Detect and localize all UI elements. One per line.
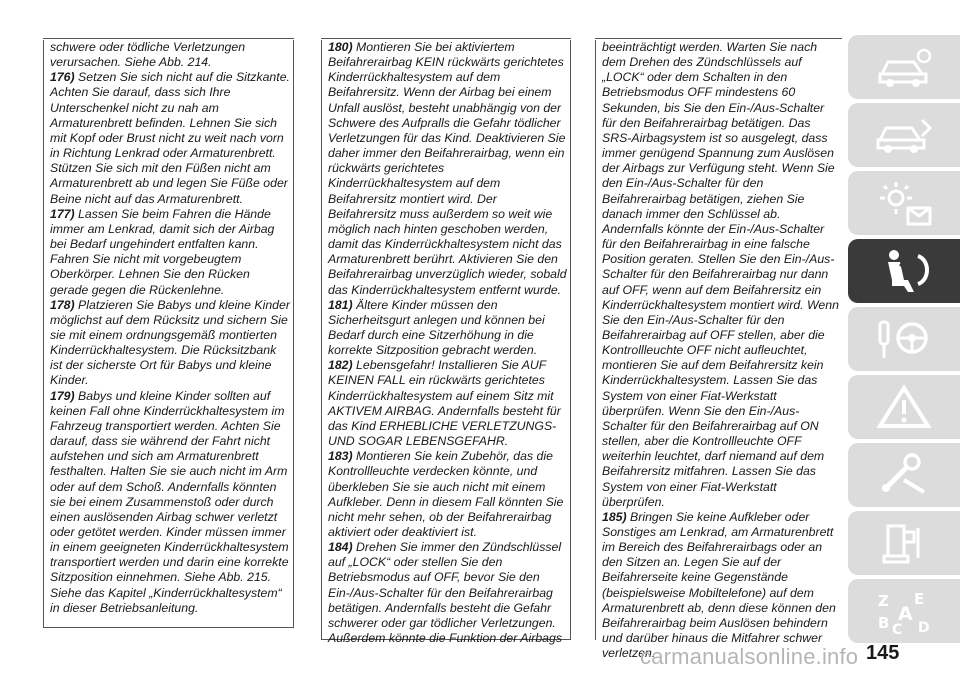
paragraph: 178) Platzieren Sie Babys und kleine Kinder möglichst auf dem Rücksitz und sichern Sie sie mit einem ordnungsgemäß montierten Kinderrückhaltesystem. Die Rücksitzbank ist der sicherste Ort für Babys und kleine Kinder. xyxy=(50,297,290,388)
page-number: 145 xyxy=(866,642,900,664)
car-info-icon[interactable] xyxy=(848,35,960,99)
svg-text:B: B xyxy=(878,614,890,632)
airbag-seat-icon[interactable] xyxy=(848,239,960,303)
top-rule-mid xyxy=(321,38,571,39)
watermark: carmanualsonline.info xyxy=(640,644,859,669)
paragraph: 180) Montieren Sie bei aktiviertem Beifahrerairbag KEIN rückwärts gerichtetes Kinderrückhaltesystem auf dem Beifahrersitz. Wenn der Airbag bei einem Unfall auslöst, besteht unabhängig von der Schwere des Aufpralls die Gefahr tödlicher Verletzungen für das Kind. Deaktivieren Sie daher immer den Beifahrerairbag, wenn ein rückwärts gerichtetes Kinderrückhaltesystem auf dem Beifahrersitz montiert wird. Der Beifahrersitz muss außerdem so weit wie möglich nach hinten geschoben werden, damit das Kinderrückhaltesystem nicht das Armaturenbrett berührt. Aktivieren Sie den Beifahrerairbag unverzüglich wieder, sobald das Kinderrückhaltesystem entfernt wurde. xyxy=(328,40,567,297)
paragraph: 184) Drehen Sie immer den Zündschlüssel auf „LOCK“ oder stellen Sie den Betriebsmodus auf OFF, bevor Sie den Ein-/Aus-Schalter für den Beifahrerairbag betätigen. Andernfalls besteht die Gefahr schwerer oder gar tödlicher Verletzungen. Außerdem könnte die Funktion der Airbags xyxy=(328,540,562,646)
paragraph: 181) Ältere Kinder müssen den Sicherheitsgurt anlegen und können bei Bedarf durch eine Sitzerhöhung in die korrekte Sitzposition gebracht werden. xyxy=(328,297,545,358)
car-controls-icon[interactable] xyxy=(848,103,960,167)
maintenance-icon[interactable] xyxy=(848,443,960,507)
paragraph: 183) Montieren Sie kein Zubehör, das die Kontrollleuchte verdecken könnte, und überkleben Sie sie auch nicht mit einem Aufkleber. Denn in diesem Fall könnten Sie nicht mehr sehen, ob der Beifahrerairbag aktiviert oder deaktiviert ist. xyxy=(328,449,564,539)
paragraph: beeinträchtigt werden. Warten Sie nach dem Drehen des Zündschlüssels auf „LOCK“ oder dem Schalten in den Betriebsmodus OFF mindestens 60 Sekunden, bis Sie den Ein-/Aus-Schalter für den Beifahrerairbag betätigen. Das SRS-Airbagsystem ist so ausgelegt, dass immer genügend Spannung zum Auslösen der Airbags zur Verfügung steht. Wenn Sie den Ein-/Aus-Schalter für den Beifahrerairbag betätigen, ziehen Sie danach immer den Schlüssel ab. Andernfalls könnte der Ein-/Aus-Schalter für den Beifahrerairbag in eine falsche Position geraten. Stellen Sie den Ein-/Aus-Schalter für den Beifahrerairbag nur dann auf OFF, wenn auf dem Beifahrersitz ein Kinderrückhaltesystem montiert wird. Wenn Sie den Ein-/Aus-Schalter für den Beifahrerairbag auf OFF stellen, aber die Kontrollleuchte OFF nicht aufleuchtet, montieren Sie auf dem Beifahrersitz kein Kinderrückhaltesystem. Lassen Sie das System von einer Fiat-Werkstatt überprüfen. Wenn Sie den Ein-/Aus-Schalter für den Beifahrerairbag auf ON stellen, aber die Kontrollleuchte OFF weiterhin leuchtet, darf niemand auf dem Beifahrersitz mitfahren. Lassen Sie das System von einer Fiat-Werkstatt überprüfen. xyxy=(602,40,839,509)
index-letters-icon[interactable] xyxy=(848,579,960,643)
paragraph: 177) Lassen Sie beim Fahren die Hände immer am Lenkrad, damit sich der Airbag bei Bedarf ungehindert entfalten kann. Fahren Sie nicht mit vorgebeugtem Oberkörper. Lehnen Sie den Rücken gerade gegen die Rückenlehne. xyxy=(50,206,275,297)
paragraph: 185) Bringen Sie keine Aufkleber oder Sonstiges am Lenkrad, am Armaturenbrett im Bereich des Beifahrerairbags oder an den Sitzen an. Legen Sie auf der Beifahrerseite keine Gegenstände (beispielsweise Mobiltelefone) auf dem Armaturenbrett ab, denn diese können den Beifahrerairbag beim Auslösen behindern und darüber hinaus die Mitfahrer schwer verletzen. xyxy=(602,509,836,661)
key-steering-icon[interactable] xyxy=(848,307,960,371)
paragraph: 182) Lebensgefahr! Installieren Sie AUF KEINEN FALL ein rückwärts gerichtetes Kinderrückhaltesystem auf einem Sitz mit AKTIVEM AIRBAG. Andernfalls besteht für das Kind ERHEBLICHE VERLETZUNGS- UND SOGAR LEBENSGEFAHR. xyxy=(328,358,561,449)
paragraph: schwere oder tödliche Verletzungen verursachen. Siehe Abb. 214. xyxy=(50,40,246,70)
top-rule-right xyxy=(595,38,842,39)
paragraph: 179) Babys und kleine Kinder sollten auf keinen Fall ohne Kinderrückhaltesystem im Fahrzeug transportiert werden. Achten Sie darauf, dass sie während der Fahrt nicht aufstehen und sich am Armaturenbrett festhalten. Halten Sie sie auch nicht im Arm oder auf dem Schoß. Andernfalls könnten sie bei einem Zusammenstoß oder durch einen auslösenden Airbag schwer verletzt oder getötet werden. Kinder müssen immer in einem geeigneten Kinderrückhaltesystem transportiert werden und darin eine korrekte Sitzposition einnehmen. Siehe Abb. 215. Siehe das Kapitel „Kinderrückhaltesystem“ in dieser Betriebsanleitung. xyxy=(50,388,289,615)
text-column-middle xyxy=(321,40,571,646)
svg-text:E: E xyxy=(914,590,925,608)
paragraph: 176) Setzen Sie sich nicht auf die Sitzkante. Achten Sie darauf, dass sich Ihre Unterschenkel nicht zu nah am Armaturenbrett befinden. Lehnen Sie sich mit Kopf oder Brust nicht zu weit nach vorn in Richtung Lenkrad oder Armaturenbrett. Stützen Sie sich mit den Füßen nicht am Armaturenbrett ab und legen Sie Füße oder Beine nicht auf das Armaturenbrett. xyxy=(50,70,290,206)
svg-text:C: C xyxy=(892,622,903,636)
svg-text:D: D xyxy=(918,620,930,636)
svg-text:Z: Z xyxy=(878,592,889,610)
emergency-triangle-icon[interactable] xyxy=(848,375,960,439)
svg-text:A: A xyxy=(898,603,913,625)
top-rule-left xyxy=(43,38,294,39)
technical-data-icon[interactable] xyxy=(848,511,960,575)
warning-lights-icon[interactable] xyxy=(848,171,960,235)
text-column-left xyxy=(43,40,294,628)
